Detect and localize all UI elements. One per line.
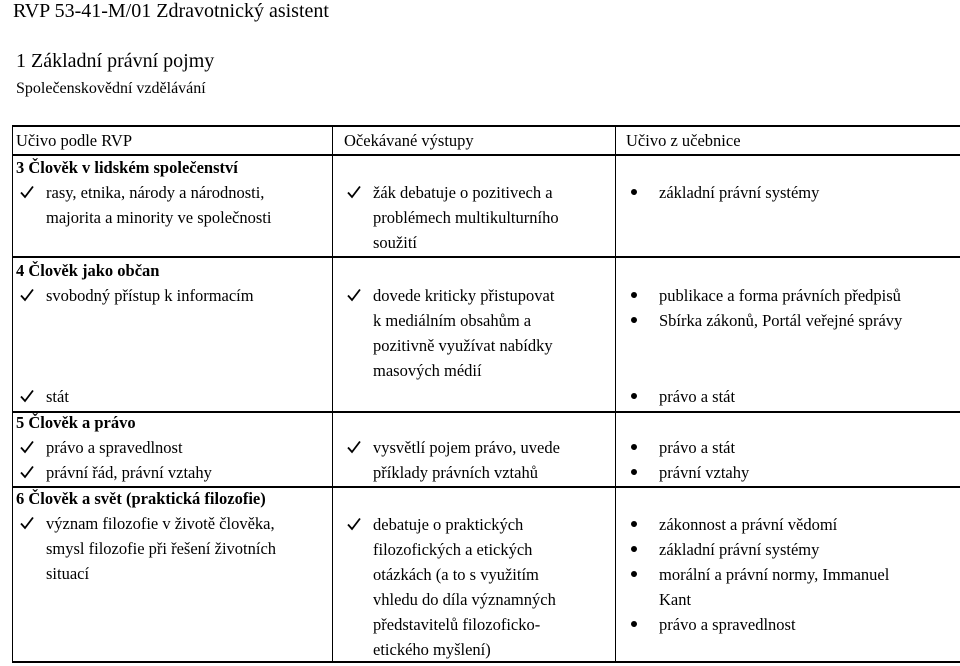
- checkmark-icon: [347, 517, 361, 531]
- checklist-item: význam filozofie v životě člověka, smysl filozofie při řešení životních situací: [16, 511, 276, 586]
- bullet-icon: [631, 571, 637, 577]
- checklist-item: stát: [16, 384, 69, 409]
- checklist-item: svobodný přístup k informacím: [16, 283, 254, 308]
- section-subtitle: Společenskovědní vzdělávání: [16, 80, 206, 97]
- group-5-textbook: [626, 435, 749, 485]
- bullet-item: právní vztahy: [626, 460, 749, 485]
- group-6-outputs: [343, 512, 556, 662]
- group-3-textbook: [626, 180, 819, 205]
- bullet-icon: [631, 317, 637, 323]
- bullet-item: zákonnost a právní vědomí: [626, 512, 889, 537]
- group-heading: 3 Člověk v lidském společenství: [16, 158, 238, 177]
- bullet-item: morální a právní normy, Immanuel Kant: [626, 562, 889, 612]
- bullet-item: základní právní systémy: [626, 180, 819, 205]
- group-heading: 5 Člověk a právo: [16, 413, 136, 432]
- group-4-textbook-stat: [626, 384, 735, 409]
- header-textbook: Učivo z učebnice: [626, 131, 741, 150]
- group-3-rvp: [16, 155, 271, 230]
- group-6-rvp: [16, 486, 276, 586]
- bullet-icon: [631, 521, 637, 527]
- checkmark-icon: [347, 440, 361, 454]
- bullet-icon: [631, 393, 637, 399]
- group-4-textbook: [626, 283, 902, 333]
- checkmark-icon: [20, 465, 34, 479]
- checkmark-icon: [20, 440, 34, 454]
- bullet-item: právo a stát: [626, 435, 749, 460]
- table-top-border: [12, 125, 960, 127]
- checkmark-icon: [20, 185, 34, 199]
- bullet-icon: [631, 469, 637, 475]
- checklist-item: dovede kriticky přistupovat k mediálním obsahům a pozitivně využívat nabídky masových médií: [343, 283, 554, 383]
- bullet-icon: [631, 621, 637, 627]
- bullet-item: publikace a forma právních předpisů: [626, 283, 902, 308]
- group-3-outputs: [343, 180, 559, 255]
- header-rvp: Učivo podle RVP: [16, 131, 133, 150]
- group-4-rvp-stat: [16, 384, 69, 409]
- document-title: RVP 53-41-M/01 Zdravotnický asistent: [13, 0, 329, 22]
- checkmark-icon: [347, 185, 361, 199]
- checkmark-icon: [20, 389, 34, 403]
- section-title: 1 Základní právní pojmy: [16, 50, 215, 72]
- checklist-item: právo a spravedlnost: [16, 435, 212, 460]
- group-heading: 4 Člověk jako občan: [16, 261, 160, 280]
- group-heading: 6 Člověk a svět (praktická filozofie): [16, 489, 266, 508]
- table-left-border: [12, 125, 13, 663]
- checklist-item: vysvětlí pojem právo, uvede příklady právních vztahů: [343, 435, 560, 485]
- group-4-outputs: [343, 283, 554, 383]
- bullet-item: Sbírka zákonů, Portál veřejné správy: [626, 308, 902, 333]
- checkmark-icon: [347, 288, 361, 302]
- checklist-item: právní řád, právní vztahy: [16, 460, 212, 485]
- header-outputs: Očekávané výstupy: [344, 131, 474, 150]
- bullet-item: základní právní systémy: [626, 537, 889, 562]
- checklist-item: rasy, etnika, národy a národnosti, majorita a minority ve společnosti: [16, 180, 271, 230]
- checkmark-icon: [20, 288, 34, 302]
- checkmark-icon: [20, 516, 34, 530]
- bullet-icon: [631, 546, 637, 552]
- group-5-outputs: [343, 435, 560, 485]
- bullet-icon: [631, 444, 637, 450]
- column-divider: [615, 125, 616, 663]
- checklist-item: žák debatuje o pozitivech a problémech multikulturního soužití: [343, 180, 559, 255]
- bullet-item: právo a spravedlnost: [626, 612, 889, 637]
- column-divider: [332, 125, 333, 663]
- group-5-rvp: [16, 410, 212, 485]
- group-6-textbook: [626, 512, 889, 637]
- bullet-icon: [631, 292, 637, 298]
- bullet-item: právo a stát: [626, 384, 735, 409]
- group-4-rvp: [16, 258, 254, 308]
- checklist-item: debatuje o praktických filozofických a etických otázkách (a to s využitím vhledu do díla významných představitelů filozoficko- etického myšlení): [343, 512, 556, 662]
- bullet-icon: [631, 189, 637, 195]
